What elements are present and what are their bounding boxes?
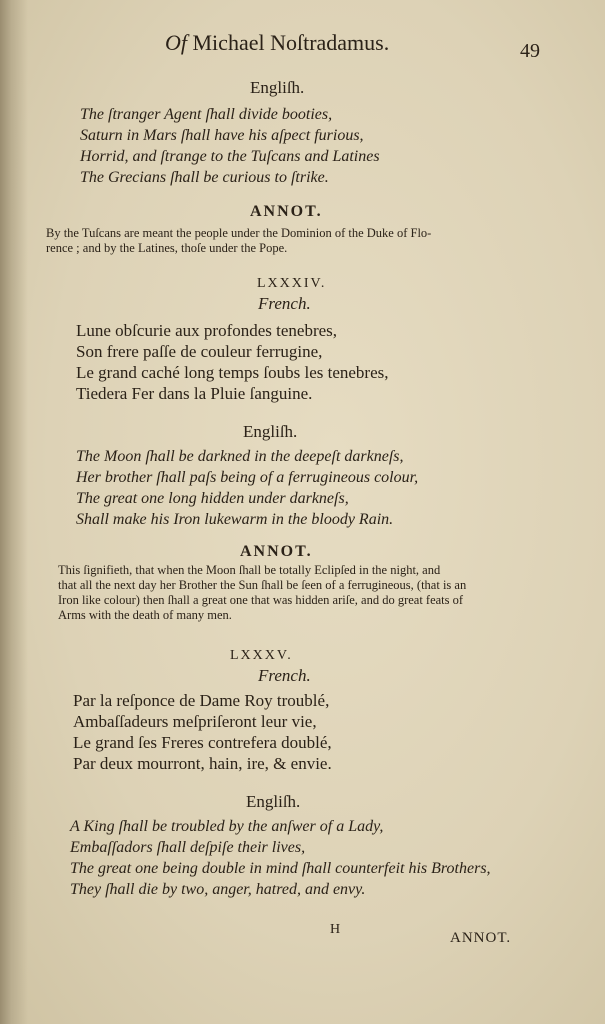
verse-line: Le grand ſes Freres contrefera doublé,: [73, 733, 332, 752]
catchword: ANNOT.: [450, 930, 512, 946]
annotation-line: By the Tuſcans are meant the people under the Dominion of the Duke of Flo-: [46, 226, 432, 240]
verse-line: They ſhall die by two, anger, hatred, and envy.: [70, 881, 366, 898]
annotation-line: rence ; and by the Latines, thoſe under the Pope.: [46, 241, 288, 255]
annotation-line: Iron like colour) then ſhall a great one that was hidden ariſe, and do great feats of: [58, 593, 464, 607]
running-head: [165, 30, 389, 56]
quatrain-number-85: LXXXV.: [230, 648, 293, 663]
annotation-2: [58, 563, 466, 623]
verse-line: Her brother ſhall paſs being of a ferrugineous colour,: [76, 469, 419, 486]
annotation-line: Arms with the death of many men.: [58, 608, 232, 622]
annot-heading-1: ANNOT.: [250, 203, 323, 220]
annotation-1: [46, 226, 431, 256]
annotation-line: that all the next day her Brother the Sun ſhall be ſeen of a ferrugineous, (that is an: [58, 578, 467, 592]
running-head-title: Michael Noſtradamus.: [192, 30, 390, 55]
french-verse-2: [76, 320, 389, 404]
verse-line: Son frere paſſe de couleur ferrugine,: [76, 342, 323, 361]
verse-line: Horrid, and ſtrange to the Tuſcans and Latines: [80, 148, 380, 165]
verse-line: The great one being double in mind ſhall counterfeit his Brothers,: [70, 860, 491, 877]
verse-line: Le grand caché long temps ſoubs les tenebres,: [76, 363, 389, 382]
annot-heading-2: ANNOT.: [240, 543, 313, 560]
english-verse-1: [80, 104, 380, 188]
quatrain-number-84: LXXXIV.: [257, 276, 327, 291]
running-head-prefix: Of: [165, 30, 187, 55]
verse-line: Shall make his Iron lukewarm in the bloody Rain.: [76, 511, 394, 528]
verse-line: Par la reſponce de Dame Roy troublé,: [73, 691, 330, 710]
page-gutter-shadow: [0, 0, 28, 1024]
french-verse-3: [73, 690, 332, 774]
verse-line: The Moon ſhall be darkned in the deepeſt darkneſs,: [76, 448, 404, 465]
verse-line: Par deux mourront, hain, ire, & envie.: [73, 754, 332, 773]
page-number: 49: [520, 40, 540, 62]
verse-line: Lune obſcurie aux profondes tenebres,: [76, 321, 338, 340]
verse-line: The ſtranger Agent ſhall divide booties,: [80, 106, 333, 123]
verse-line: Saturn in Mars ſhall have his aſpect furious,: [80, 127, 364, 144]
english-heading-2: Engliſh.: [243, 422, 298, 441]
signature-mark: H: [330, 922, 341, 937]
verse-line: The Grecians ſhall be curious to ſtrike.: [80, 169, 329, 186]
english-verse-2: [76, 446, 418, 530]
english-heading-1: Engliſh.: [250, 78, 305, 97]
verse-line: Tiedera Fer dans la Pluie ſanguine.: [76, 384, 313, 403]
verse-line: Embaſſadors ſhall deſpiſe their lives,: [70, 839, 306, 856]
english-verse-3: [70, 816, 491, 900]
french-heading-3: French.: [258, 666, 311, 685]
english-heading-3: Engliſh.: [246, 792, 301, 811]
annotation-line: This ſignifieth, that when the Moon ſhall be totally Eclipſed in the night, and: [58, 563, 441, 577]
french-heading-2: French.: [258, 294, 311, 313]
verse-line: The great one long hidden under darkneſs,: [76, 490, 349, 507]
verse-line: Ambaſſadeurs meſpriſeront leur vie,: [73, 712, 317, 731]
verse-line: A King ſhall be troubled by the anſwer of a Lady,: [70, 818, 384, 835]
